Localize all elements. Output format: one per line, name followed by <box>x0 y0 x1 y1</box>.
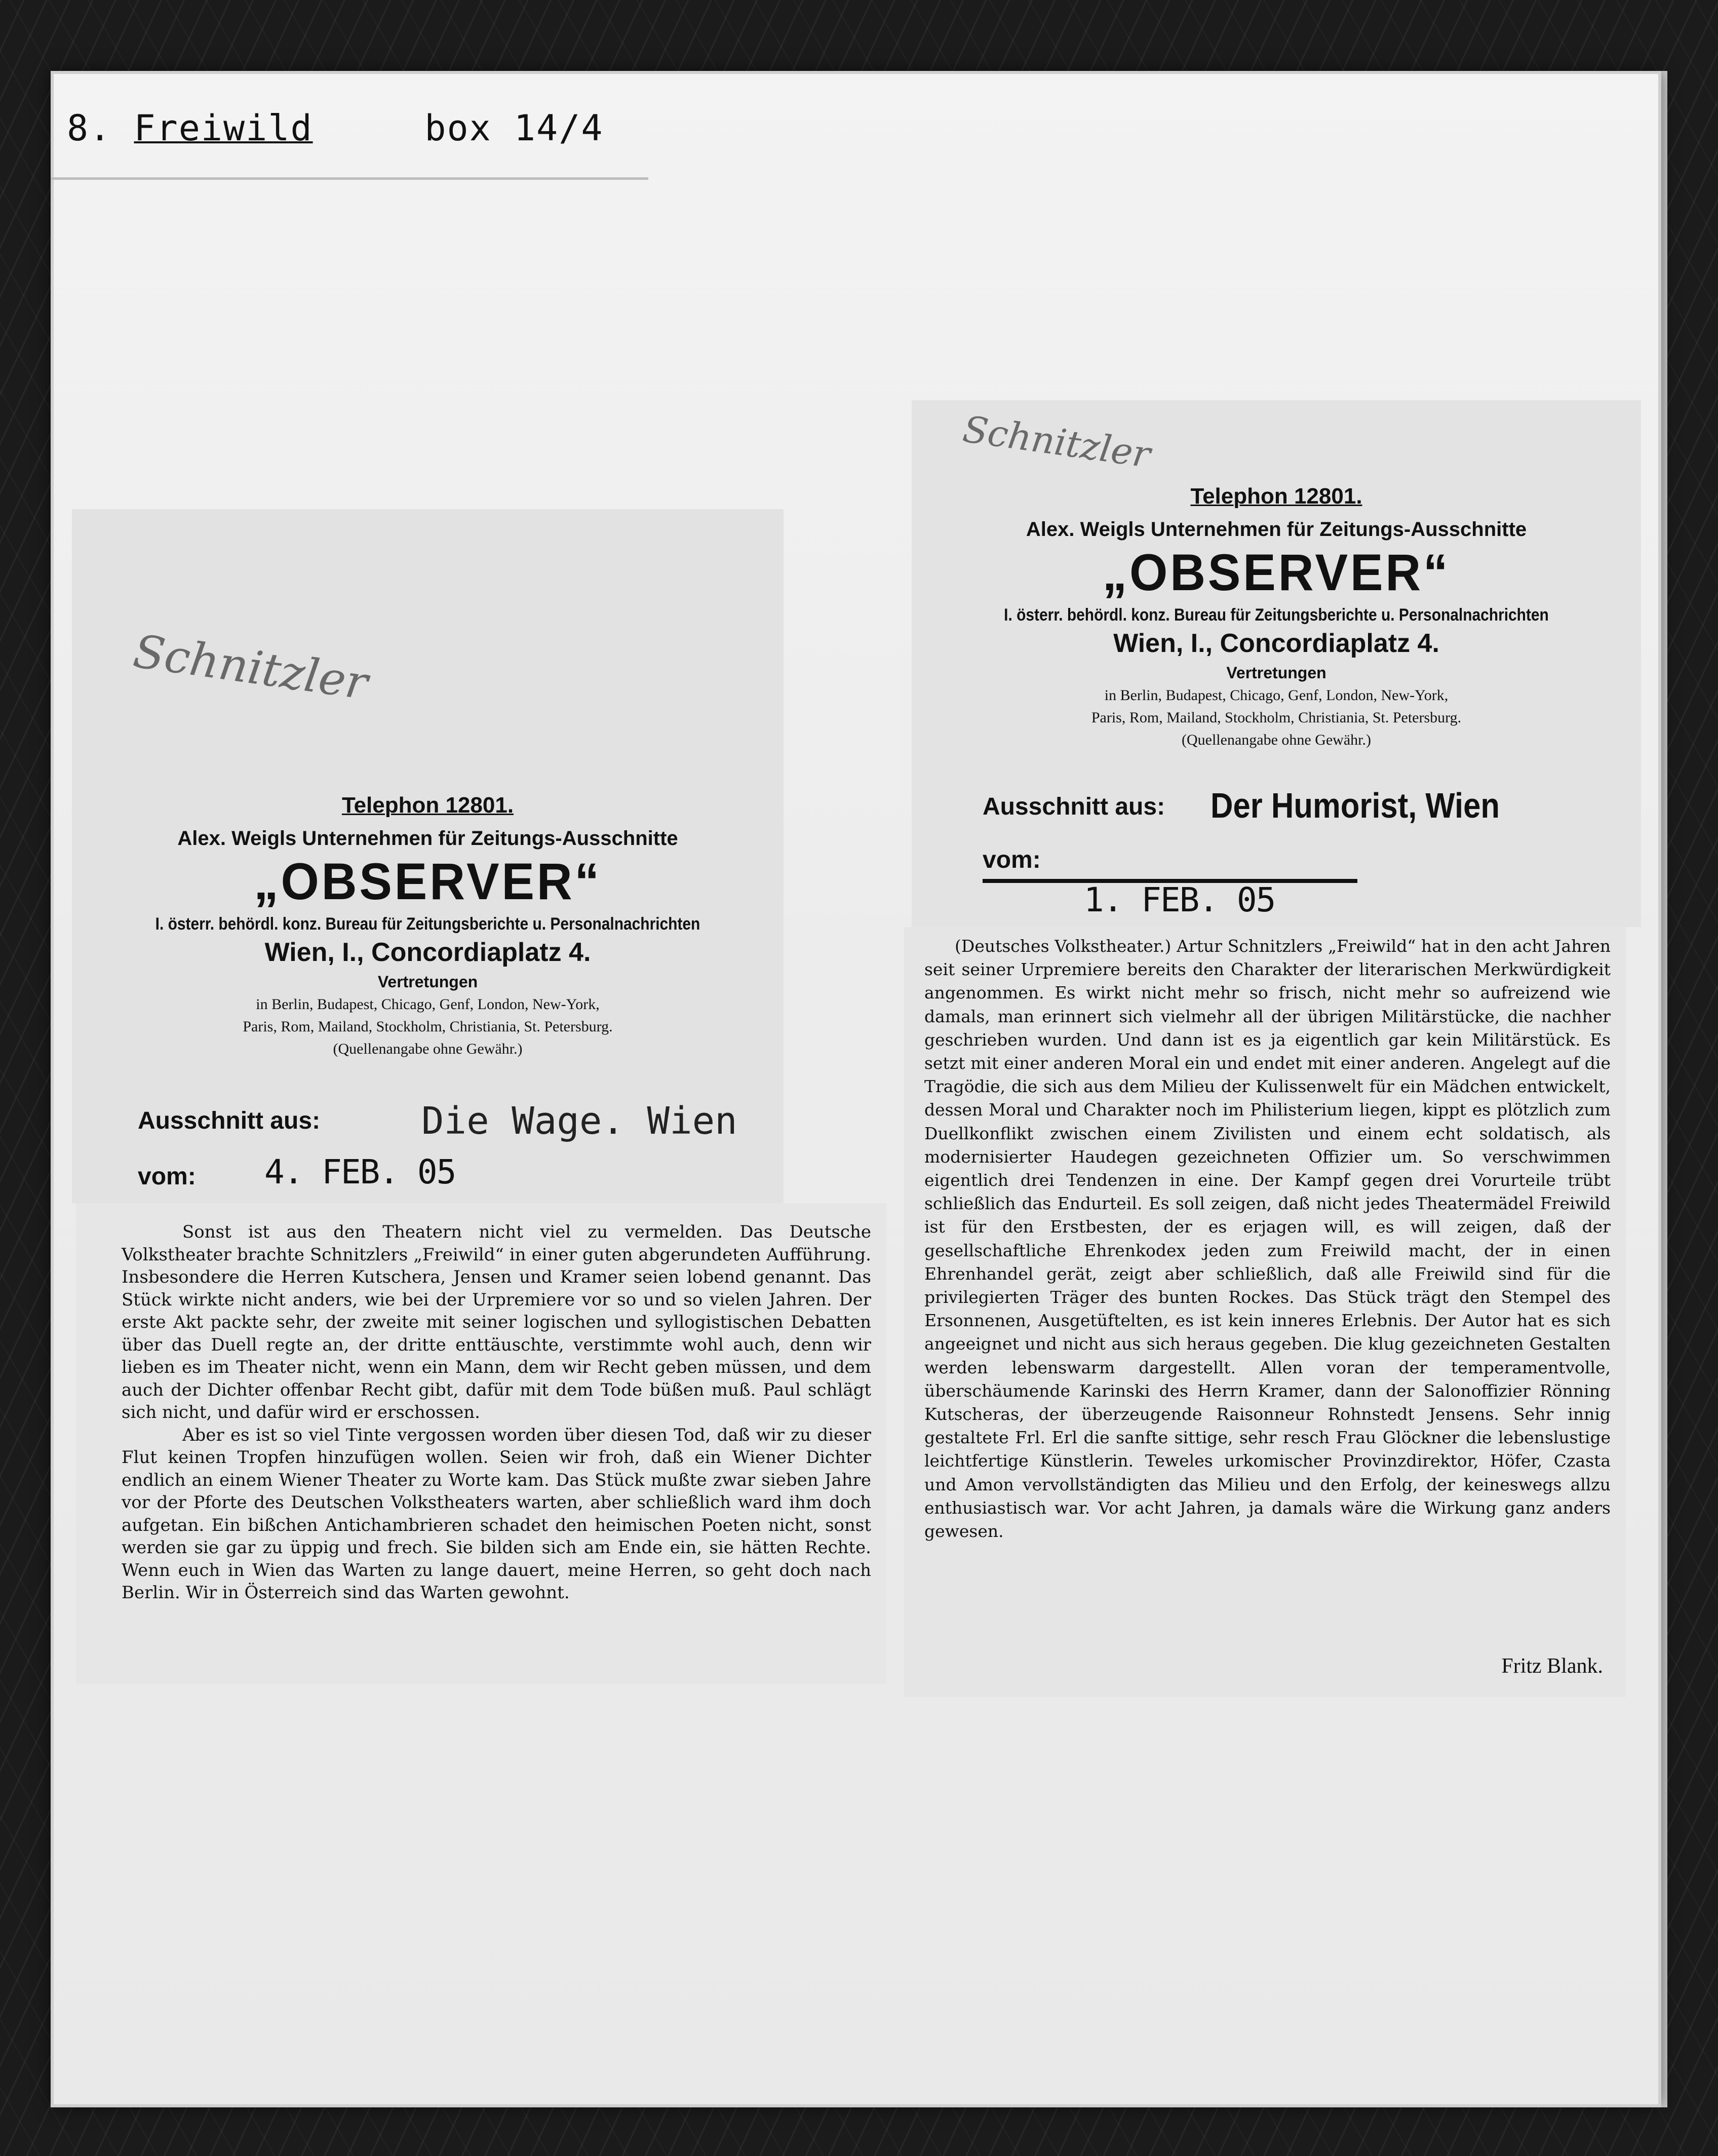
right-article-text <box>924 935 1611 1543</box>
left-representations-line1: in Berlin, Budapest, Chicago, Genf, London, New-York, <box>256 996 600 1013</box>
right-article-paragraph-1: (Deutsches Volkstheater.) Artur Schnitzlers „Freiwild“ hat in den acht Jahren seit seiner Urpremiere bereits den Charakter der literarischen Merkwürdigkeit angenommen. Es wirkt nicht mehr so frisch, nicht mehr so aufreizend wie damals, man erinnert sich vielmehr all der übrigen Militärstücke, die nachher geschrieben wurden. Und dann ist es ja eigentlich gar kein Militärstück. Es setzt mit einer anderen Moral ein und endet mit einer anderen. Angelegt auf die Tragödie, die sich aus dem Milieu der Kulissenwelt für ein Mädchen entwickelt, dessen Moral und Charakter noch im Philisterium liegen, kippt es plötzlich zum Duellkonflikt zwischen einem Zivilisten und einem echt soldatisch, als modernisierter Haudegen gezeichneten Offizier um. So verschwimmen eigentlich drei Tendenzen in eine. Der Kampf gegen drei Vorurteile trübt schließlich das Endurteil. Es soll zeigen, daß nicht jedes Theatermädel Freiwild ist für den Erstbesten, der es erjagen will, es will zeigen, daß der gesellschaftliche Ehrenkodex jeden zum Freiwild macht, der in einen Ehrenhandel gerät, zeigt aber schließlich, daß alle Freiwild sind für die privilegierten Träger des bunten Rockes. Das Stück trägt den Stempel des Ersonnenen, Ausgetüftelten, es ist kein inneres Erlebnis. Der Autor hat es sich angeeignet und nicht aus sich heraus gegeben. Die klug gezeichneten Gestalten werden lebenswarm dargestellt. Allen voran der temperamentvolle, überschäumende Karinski des Herrn Kramer, dann der Salonoffizier Rönning Kutscheras, der überzeugende Raisonneur Rohnstedt Jensens. Sehr innig gestaltete Frl. Erl die sanfte sittige, sehr resch Frau Glöckner die lebenslustige leichtfertige Künstlerin. Teweles urkomischer Provinzdirektor, Höfer, Czasta und Amon vervollständigten das Milieu und den Erfolg, der keineswegs allzu enthusiastisch war. Vor acht Jahren, ja damals wäre die Wirkung ganz anders gewesen. <box>924 936 1611 1542</box>
left-address: Wien, I., Concordiaplatz 4. <box>264 938 591 967</box>
right-observer-header <box>912 484 1641 749</box>
left-source-name: Die Wage. Wien <box>421 1099 737 1143</box>
right-article-author: Fritz Blank. <box>1501 1654 1603 1678</box>
right-telephone: Telephon 12801. <box>1190 484 1362 509</box>
right-vom-label: vom: <box>983 846 1041 873</box>
right-source-note: (Quellenangabe ohne Gewähr.) <box>1181 732 1371 748</box>
right-clipping-header <box>912 400 1641 927</box>
label-title: Freiwild <box>134 107 313 149</box>
right-source-name: Der Humorist, Wien <box>1211 786 1500 825</box>
left-article-paragraph-2: Aber es ist so viel Tinte vergossen worden über diesen Tod, daß wir zu dieser Flut keinen Tropfen hinzufügen wollen. Seien wir froh, daß ein Wiener Dichter endlich an einem Wiener Theater zu Worte kam. Das Stück mußte zwar sieben Jahre vor der Pforte des Deutschen Volkstheaters warten, aber schließlich ward ihm doch aufgetan. Ein bißchen Antichambrieren schadet den heimischen Poeten nicht, sonst werden sie gar zu üppig und frech. Sie bilden sich am Ende ein, sie hätten Rechte. Wenn euch in Wien das Warten zu lange dauert, meine Herren, so geht doch nach Berlin. Wir in Österreich sind das Warten gewohnt. <box>122 1424 871 1603</box>
left-article-paragraph-1: Sonst ist aus den Theatern nicht viel zu vermelden. Das Deutsche Volkstheater brachte Schnitzlers „Freiwild“ in einer guten abgerundeten Aufführung. Insbesondere die Herren Kutschera, Jensen und Kramer seien lobend genannt. Das Stück wirkte nicht anders, wie bei der Urpremiere vor so und so vielen Jahren. Der erste Akt packte sehr, der zweite mit seiner logischen und syllogistischen Debatten über das Duell regte an, der dritte enttäuschte, verstimmte wohl auch, denn wir lieben es im Theater nicht, wenn ein Mann, dem wir Recht geben müssen, und dem auch der Dichter offenbar Recht gibt, dafür mit dem Tode büßen muß. Paul schlägt sich nicht, und dafür wird er erschossen. <box>122 1222 871 1422</box>
right-representations-title: Vertretungen <box>1226 664 1326 682</box>
left-firm-name: Alex. Weigls Unternehmen für Zeitungs-Ausschnitte <box>177 827 678 850</box>
label-box: box 14/4 <box>424 107 604 149</box>
left-observer-logo: „OBSERVER“ <box>254 853 602 910</box>
left-date-stamp: 4. FEB. 05 <box>264 1152 456 1191</box>
archive-label <box>51 91 648 180</box>
left-ausschnitt-label: Ausschnitt aus: <box>138 1107 321 1134</box>
left-telephone: Telephon 12801. <box>341 793 514 818</box>
left-source-note: (Quellenangabe ohne Gewähr.) <box>333 1041 523 1057</box>
left-representations-title: Vertretungen <box>377 973 478 991</box>
right-handwritten-signature: Schnitzler <box>960 407 1153 476</box>
left-observer-header <box>72 793 784 1058</box>
right-ausschnitt-label: Ausschnitt aus: <box>983 793 1165 820</box>
right-bureau-line: I. österr. behördl. konz. Bureau für Zeitungsberichte u. Personalnachrichten <box>1004 605 1549 625</box>
right-clipping-article <box>904 927 1626 1697</box>
left-handwritten-signature: Schnitzler <box>130 625 371 710</box>
right-firm-name: Alex. Weigls Unternehmen für Zeitungs-Ausschnitte <box>1026 518 1527 541</box>
archive-label-text <box>67 107 603 149</box>
label-number: 8. <box>67 107 112 149</box>
left-vom-label: vom: <box>138 1163 196 1190</box>
right-date-stamp: 1. FEB. 05 <box>1084 880 1275 919</box>
left-clipping-header <box>72 509 784 1203</box>
right-representations-line1: in Berlin, Budapest, Chicago, Genf, London, New-York, <box>1104 687 1449 704</box>
left-clipping-article <box>76 1203 886 1684</box>
right-observer-logo: „OBSERVER“ <box>1102 544 1451 601</box>
right-address: Wien, I., Concordiaplatz 4. <box>1113 629 1439 658</box>
right-representations-line2: Paris, Rom, Mailand, Stockholm, Christiania, St. Petersburg. <box>1091 709 1462 726</box>
left-bureau-line: I. österr. behördl. konz. Bureau für Zeitungsberichte u. Personalnachrichten <box>155 914 700 934</box>
left-article-text <box>122 1221 871 1604</box>
left-representations-line2: Paris, Rom, Mailand, Stockholm, Christiania, St. Petersburg. <box>243 1018 613 1035</box>
